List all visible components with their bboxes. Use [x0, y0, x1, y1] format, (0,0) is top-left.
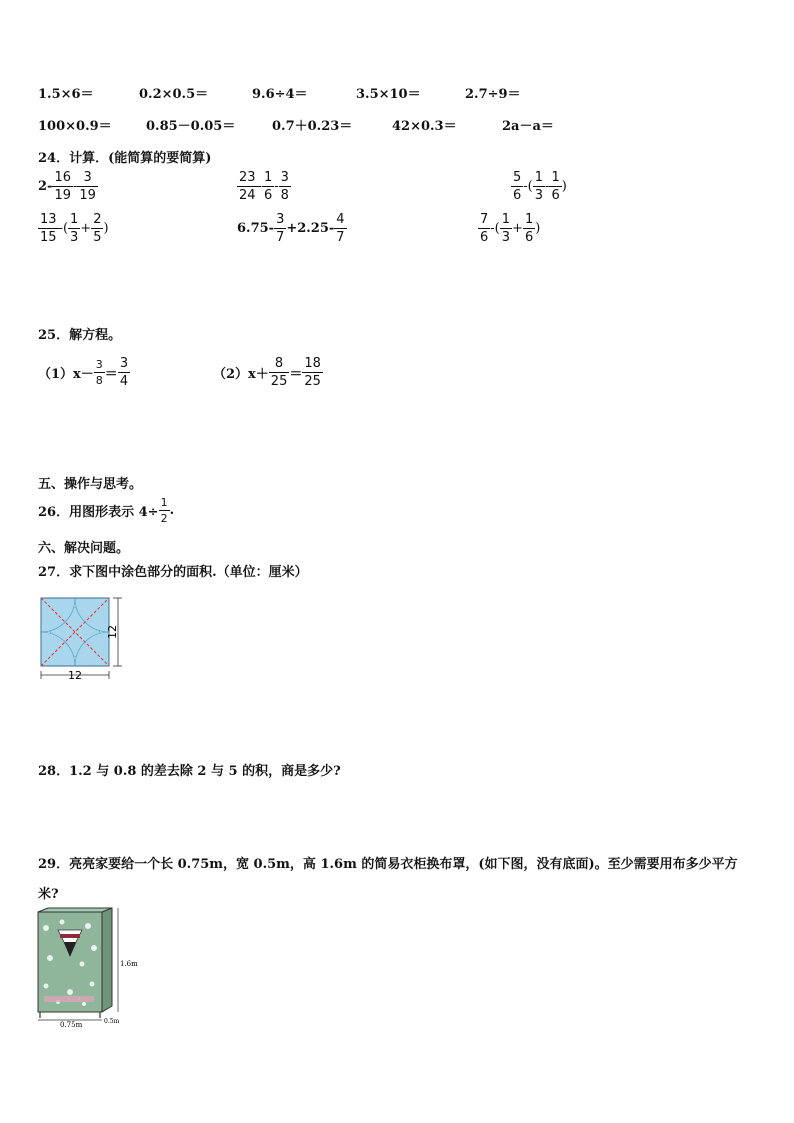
fraction: $\frac{3}{8}$ — [95, 358, 103, 387]
expr-text: 2- — [38, 179, 53, 194]
expr-text: - — [545, 179, 550, 194]
length-label: 0.75m — [60, 1021, 83, 1029]
fraction: $\frac{13}{15}$ — [40, 212, 57, 245]
question-29-line-2: 米? — [38, 887, 59, 902]
expr-text: - — [274, 179, 279, 194]
fraction: $\frac{3}{7}$ — [276, 212, 285, 245]
height-label: 1.6m — [120, 960, 138, 968]
expr-text: -( — [58, 221, 69, 236]
expr-text: - — [73, 179, 78, 194]
equation-text: ＝ — [104, 367, 118, 382]
oral-item: 3.5×10＝ — [356, 87, 421, 102]
expr-text: -( — [490, 221, 500, 236]
oral-item: 0.7＋0.23＝ — [272, 119, 353, 134]
fraction: $\frac{1}{3}$ — [534, 170, 544, 203]
hanger-bar — [60, 934, 80, 938]
fraction: $\frac{3}{4}$ — [119, 356, 129, 389]
section-6-heading: 六、解决问题。 — [38, 541, 130, 556]
equation-text: （1）x－ — [38, 367, 94, 382]
fraction: $\frac{4}{7}$ — [336, 212, 345, 245]
decorative-band — [44, 996, 94, 1002]
oral-item: 2a－a＝ — [502, 119, 554, 134]
question-28-text: 28．1.2 与 0.8 的差去除 2 与 5 的积，商是多少? — [38, 764, 341, 779]
fraction: $\frac{1}{6}$ — [263, 170, 273, 203]
oral-item: 2.7÷9＝ — [465, 87, 521, 102]
question-25-title: 25．解方程。 — [38, 328, 122, 343]
fraction: $\frac{8}{25}$ — [270, 356, 288, 389]
equation-25-2 — [213, 357, 323, 388]
fraction: $\frac{3}{8}$ — [280, 170, 289, 203]
oral-item: 0.85－0.05＝ — [146, 119, 236, 134]
expr-text: + — [80, 221, 92, 236]
oral-item: 100×0.9＝ — [38, 119, 112, 134]
question-text: 26．用图形表示 4÷ — [38, 505, 159, 520]
dimension-label-bottom: 12 — [68, 669, 82, 682]
fraction: $\frac{1}{2}$ — [160, 496, 168, 525]
wardrobe-side — [102, 908, 112, 1012]
equation-text: （2）x＋ — [213, 367, 269, 382]
fraction: $\frac{7}{6}$ — [480, 212, 489, 245]
fraction: $\frac{2}{5}$ — [93, 212, 102, 245]
fraction: $\frac{3}{19}$ — [79, 170, 96, 203]
expression-24-6 — [478, 213, 540, 244]
question-26 — [38, 497, 174, 524]
section-5-heading: 五、操作与思考。 — [38, 477, 143, 492]
fraction: $\frac{1}{6}$ — [551, 170, 560, 203]
expression-24-5 — [237, 213, 347, 244]
expr-text: + — [512, 221, 523, 236]
equation-25-1 — [38, 357, 130, 388]
width-label: 0.5m — [104, 1018, 120, 1025]
expr-text: ) — [561, 179, 567, 194]
question-27-text: 27．求下图中涂色部分的面积.（单位：厘米） — [38, 565, 308, 580]
expr-text: +2.25- — [286, 221, 335, 236]
oral-item: 42×0.3＝ — [392, 119, 457, 134]
shaded-square-figure — [36, 592, 136, 684]
fraction: $\frac{18}{25}$ — [304, 356, 321, 389]
oral-item: 0.2×0.5＝ — [139, 87, 209, 102]
expr-text: ) — [103, 221, 109, 236]
wardrobe-figure — [32, 908, 138, 1029]
fraction: $\frac{23}{24}$ — [239, 170, 256, 203]
fraction: $\frac{5}{6}$ — [513, 170, 522, 203]
oral-item: 1.5×6＝ — [38, 87, 94, 102]
fraction: $\frac{1}{3}$ — [70, 212, 79, 245]
fraction: $\frac{1}{6}$ — [524, 212, 534, 245]
wardrobe-top — [38, 908, 112, 912]
question-24-title: 24．计算．(能简算的要简算) — [38, 151, 212, 166]
expr-text: 6.75- — [237, 221, 275, 236]
oral-item: 9.6÷4＝ — [252, 87, 308, 102]
expr-text: - — [257, 179, 262, 194]
fraction: $\frac{16}{19}$ — [54, 170, 71, 203]
expression-24-1 — [38, 171, 98, 202]
expression-24-4 — [38, 213, 109, 244]
question-text: . — [169, 503, 175, 518]
expr-text: -( — [523, 179, 533, 194]
expr-text: ) — [535, 221, 541, 236]
expression-24-3 — [511, 171, 567, 202]
fraction: $\frac{1}{3}$ — [501, 212, 511, 245]
dimension-label-right: 12 — [106, 625, 119, 639]
equation-text: ＝ — [289, 367, 303, 382]
expression-24-2 — [237, 171, 291, 202]
question-29-line-1: 29．亮亮家要给一个长 0.75m，宽 0.5m，高 1.6m 的简易衣柜换布罩，(如下图，没有底面)。至少需要用布多少平方 — [38, 857, 738, 872]
